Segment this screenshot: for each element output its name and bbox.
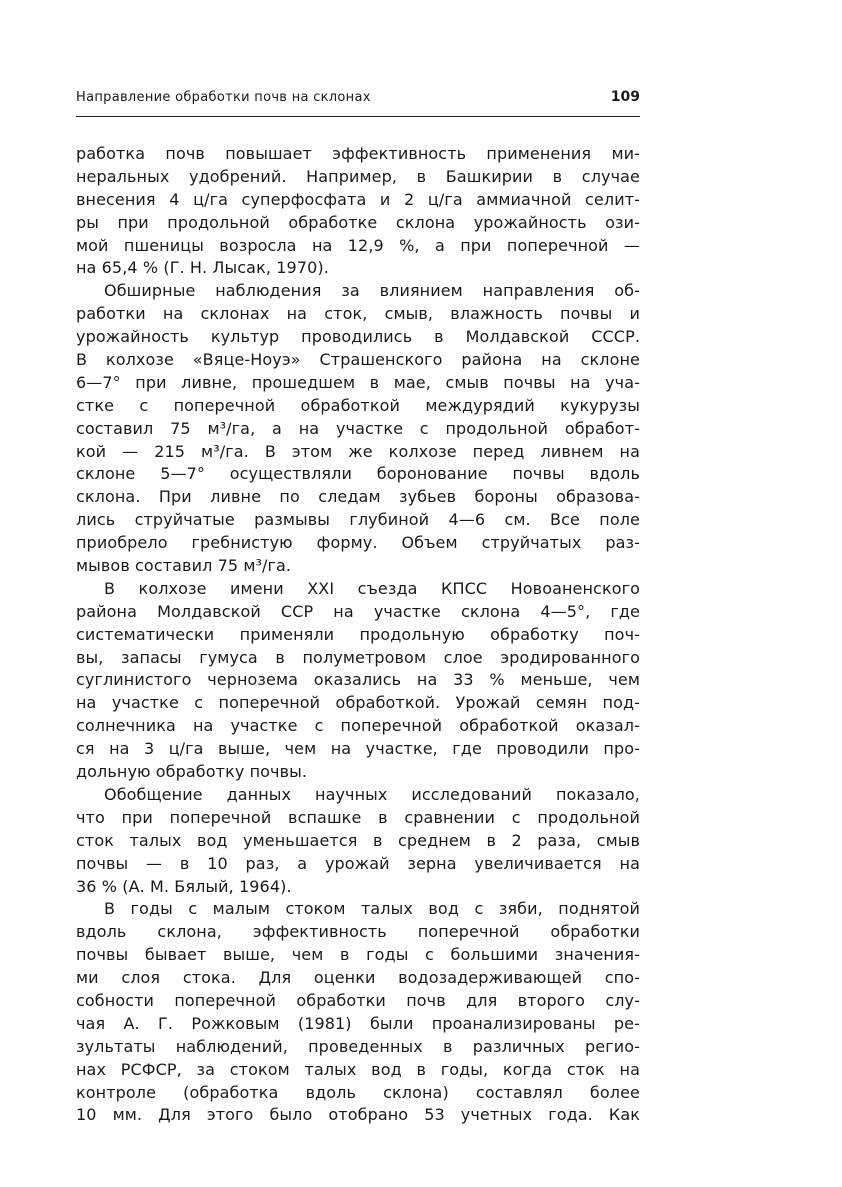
text-line: ры при продольной обработке склона урожайность ози- <box>76 212 640 232</box>
text-line: контроле (обработка вдоль склона) составлял более <box>76 1082 640 1102</box>
text-line: 36 % (А. М. Бялый, 1964). <box>76 876 292 896</box>
page-number: 109 <box>610 89 640 105</box>
text-line: собности поперечной обработки почв для второго слу- <box>76 990 640 1010</box>
text-line: почвы — в 10 раз, а урожай зерна увеличивается на <box>76 853 640 873</box>
text-line: зультаты наблюдений, проведенных в различных регио- <box>76 1036 640 1056</box>
text-line: 6—7° при ливне, прошедшем в мае, смыв почвы на уча- <box>76 372 640 392</box>
text-line: 10 мм. Для этого было отобрано 53 учетных года. Как <box>76 1105 640 1125</box>
text-line: внесения 4 ц/га суперфосфата и 2 ц/га аммиачной селит- <box>76 189 640 209</box>
text-line: урожайность культур проводились в Молдавской СССР. <box>76 327 640 347</box>
text-line: вы, запасы гумуса в полуметровом слое эродированного <box>76 647 640 667</box>
header-rule <box>76 116 640 117</box>
text-line: кой — 215 м³/га. В этом же колхозе перед ливнем на <box>76 441 640 461</box>
text-line: ся на 3 ц/га выше, чем на участке, где проводили про- <box>76 739 640 759</box>
text-line: приобрело гребнистую форму. Объем струйчатых раз- <box>76 533 640 553</box>
text-line: дольную обработку почвы. <box>76 762 308 782</box>
text-line: склоне 5—7° осуществляли боронование почвы вдоль <box>76 464 640 484</box>
running-title: Направление обработки почв на склонах <box>76 90 371 105</box>
text-line: почвы бывает выше, чем в годы с большими значения- <box>76 945 640 965</box>
text-line: склона. При ливне по следам зубьев бороны образова- <box>76 487 640 507</box>
text-line: неральных удобрений. Например, в Башкирии в случае <box>76 166 640 186</box>
text-line: В годы с малым стоком талых вод с зяби, поднятой <box>104 899 640 919</box>
text-line: вдоль склона, эффективность поперечной обработки <box>76 922 640 942</box>
text-line: работки на склонах на сток, смыв, влажность почвы и <box>76 304 640 324</box>
text-line: составил 75 м³/га, а на участке с продольной обработ- <box>76 418 640 438</box>
text-line: В колхозе имени XXI съезда КПСС Новоаненского <box>104 578 640 598</box>
text-line: Обширные наблюдения за влиянием направления об- <box>104 281 640 301</box>
text-line: на участке с поперечной обработкой. Урожай семян под- <box>76 693 640 713</box>
text-line: ми слоя стока. Для оценки водозадерживающей спо- <box>76 968 640 988</box>
text-line: солнечника на участке с поперечной обработкой оказал- <box>76 716 640 736</box>
text-line: стке с поперечной обработкой междурядий кукурузы <box>76 395 640 415</box>
text-line: на 65,4 % (Г. Н. Лысак, 1970). <box>76 258 329 278</box>
text-line: лись струйчатые размывы глубиной 4—6 см. Все поле <box>76 510 640 530</box>
text-line: В колхозе «Вяце-Ноуэ» Страшенского района на склоне <box>76 350 640 370</box>
text-line: суглинистого чернозема оказались на 33 % меньше, чем <box>76 670 640 690</box>
text-line: чая А. Г. Рожковым (1981) были проанализированы ре- <box>76 1013 640 1033</box>
running-head <box>76 90 640 112</box>
text-line: работка почв повышает эффективность применения ми- <box>76 144 640 163</box>
text-line: мывов составил 75 м³/га. <box>76 556 292 576</box>
text-line: систематически применяли продольную обработку поч- <box>76 624 640 644</box>
text-line: мой пшеницы возросла на 12,9 %, а при поперечной — <box>76 235 640 255</box>
text-line: Обобщение данных научных исследований показало, <box>104 784 640 804</box>
text-line: района Молдавской ССР на участке склона 4—5°, где <box>76 601 640 621</box>
text-line: сток талых вод уменьшается в среднем в 2 раза, смыв <box>76 830 640 850</box>
text-line: нах РСФСР, за стоком талых вод в годы, когда сток на <box>76 1059 640 1079</box>
body-text <box>76 143 640 1127</box>
text-line: что при поперечной вспашке в сравнении с продольной <box>76 807 640 827</box>
